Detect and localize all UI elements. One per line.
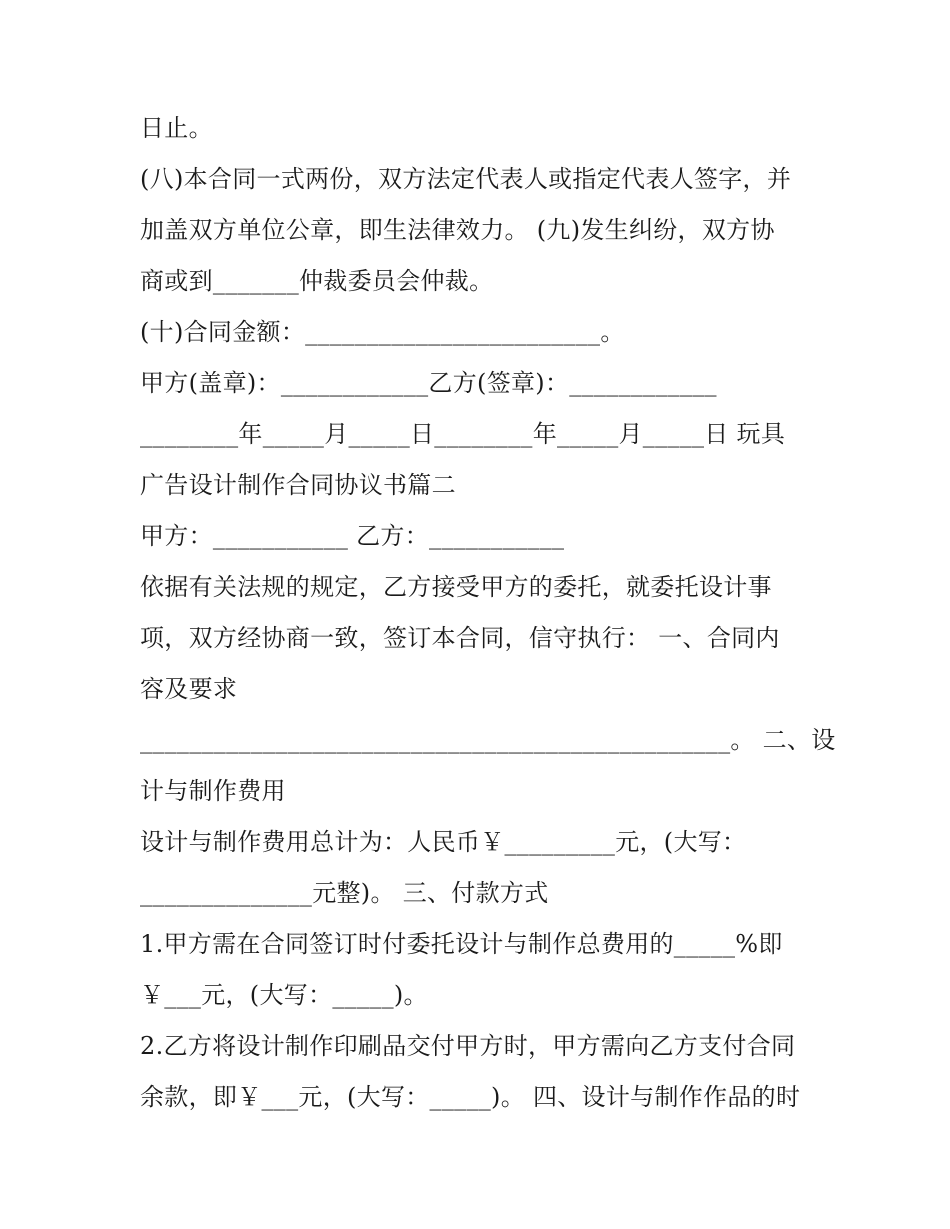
text-line: ________________________________________________。 二、设	[140, 726, 836, 754]
text-line: (八)本合同一式两份，双方法定代表人或指定代表人签字，并	[140, 165, 792, 193]
text-line: 设计与制作费用总计为：人民币￥_________元，(大写：	[140, 828, 747, 856]
text-line: 项，双方经协商一致，签订本合同，信守执行： 一、合同内	[140, 624, 780, 652]
text-line: ________年_____月_____日________年_____月_____日 玩具	[140, 420, 786, 448]
text-line: 1.甲方需在合同签订时付委托设计与制作总费用的_____%即	[140, 930, 783, 958]
text-line: 依据有关法规的规定，乙方接受甲方的委托，就委托设计事	[140, 573, 772, 601]
text-line: 加盖双方单位公章，即生法律效力。 (九)发生纠纷，双方协	[140, 216, 775, 244]
text-line: 余款，即￥___元，(大写：_____)。 四、设计与制作作品的时	[140, 1083, 801, 1111]
text-line: 计与制作费用	[140, 777, 286, 805]
text-line: 商或到_______仲裁委员会仲裁。	[140, 267, 494, 295]
text-line: ￥___元，(大写：_____)。	[140, 981, 428, 1009]
text-line: 广告设计制作合同协议书篇二	[140, 471, 456, 499]
text-line: 甲方(盖章)：____________乙方(签章)：____________	[140, 369, 717, 397]
text-line: 2.乙方将设计制作印刷品交付甲方时，甲方需向乙方支付合同	[140, 1032, 796, 1060]
text-line: 容及要求	[140, 675, 238, 703]
text-line: ______________元整)。 三、付款方式	[140, 879, 549, 907]
text-line: 日止。	[140, 114, 213, 142]
text-line: (十)合同金额：________________________。	[140, 318, 625, 346]
text-line: 甲方：___________ 乙方：___________	[140, 522, 565, 550]
